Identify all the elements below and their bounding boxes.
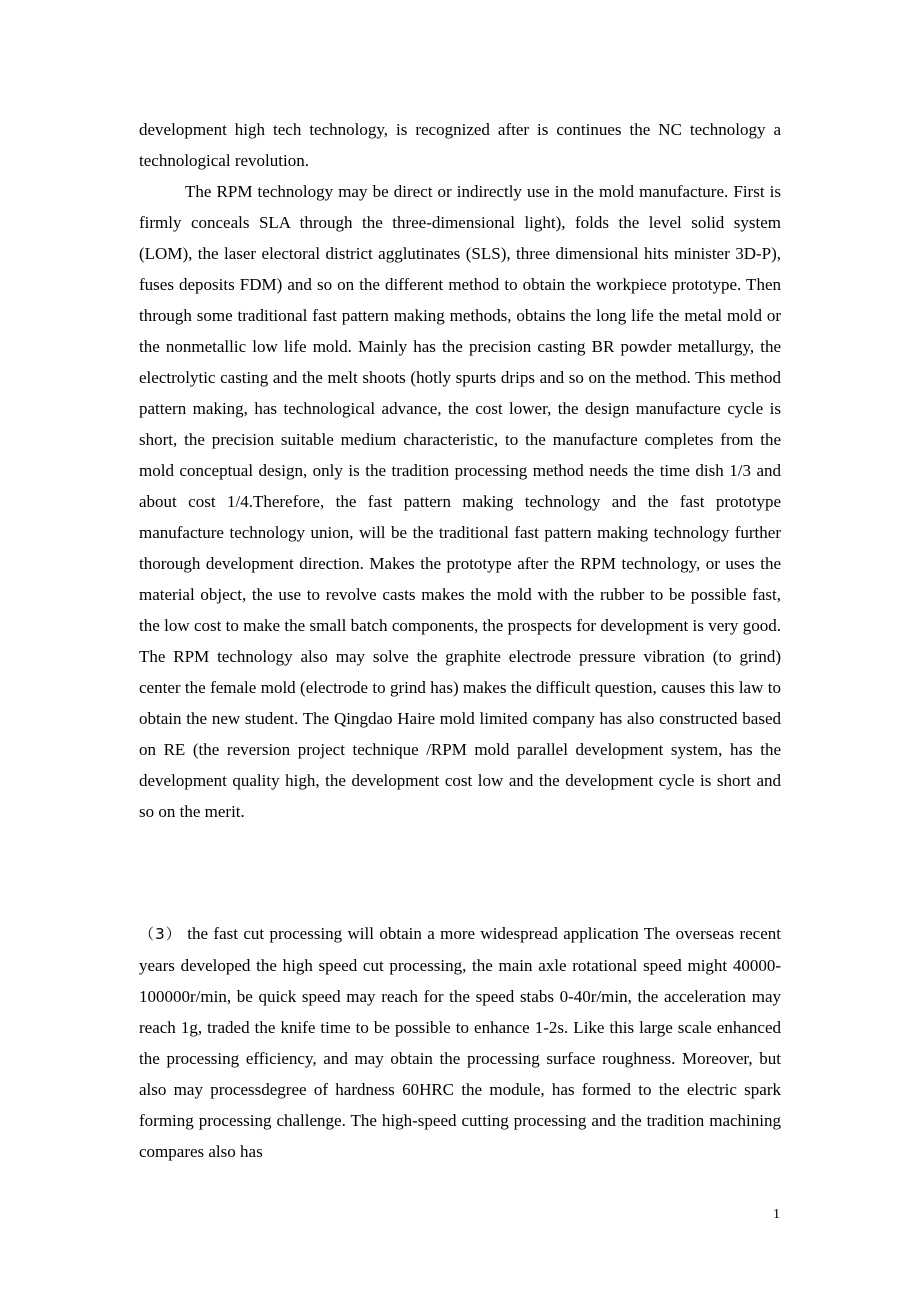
paragraph-fast-cut-processing [139, 918, 781, 1167]
paragraph-body: the fast cut processing will obtain a more widespread application The overseas recent years developed the high speed cut processing, the main axle rotational speed might 40000-100000r/min, be quick speed may reach for the speed stabs 0-40r/min, the acceleration may reach 1g, traded the knife time to be possible to enhance 1-2s. Like this large scale enhanced the processing efficiency, and may obtain the processing surface roughness. Moreover, but also may processdegree of hardness 60HRC the module, has formed to the electric spark forming processing challenge. The high-speed cutting processing and the tradition machining compares also has [139, 924, 781, 1161]
section-marker: （3） [139, 925, 182, 943]
page-number: 1 [773, 1207, 780, 1222]
paragraph-continuation: development high tech technology, is recognized after is continues the NC technology a technological revolution. [139, 120, 781, 170]
paragraph-rpm-technology: The RPM technology may be direct or indirectly use in the mold manufacture. First is firmly conceals SLA through the three-dimensional light), folds the level solid system (LOM), the laser electoral district agglutinates (SLS), three dimensional hits minister 3D-P), fuses deposits FDM) and so on the different method to obtain the workpiece prototype. Then through some traditional fast pattern making methods, obtains the long life the metal mold or the nonmetallic low life mold. Mainly has the precision casting BR powder metallurgy, the electrolytic casting and the melt shoots (hotly spurts drips and so on the method. This method pattern making, has technological advance, the cost lower, the design manufacture cycle is short, the precision suitable medium characteristic, to the manufacture completes from the mold conceptual design, only is the tradition processing method needs the time dish 1/3 and about cost 1/4.Therefore, the fast pattern making technology and the fast prototype manufacture technology union, will be the traditional fast pattern making technology further thorough development direction. Makes the prototype after the RPM technology, or uses the material object, the use to revolve casts makes the mold with the rubber to be possible fast, the low cost to make the small batch components, the prospects for development is very good. The RPM technology also may solve the graphite electrode pressure vibration (to grind) center the female mold (electrode to grind has) makes the difficult question, causes this law to obtain the new student. The Qingdao Haire mold limited company has also constructed based on RE (the reversion project technique /RPM mold parallel development system, has the development quality high, the development cost low and the development cycle is short and so on the merit. [139, 182, 781, 821]
